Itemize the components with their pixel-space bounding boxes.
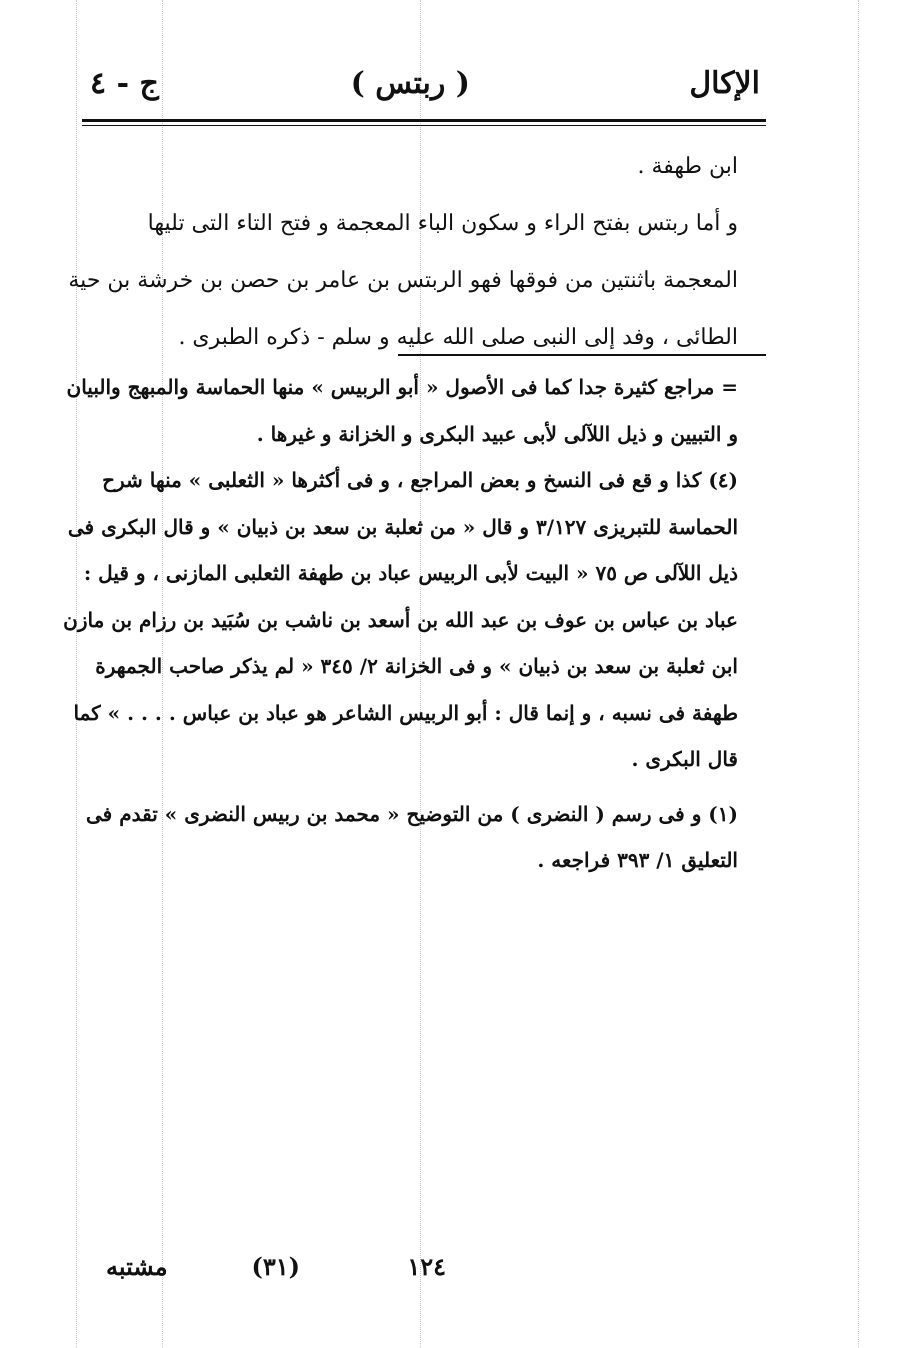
running-header [80,64,760,108]
footnote-line: عباد بن عباس بن عوف بن عبد الله بن أسعد بن ناشب بن سُبَيد بن رزام بن مازن [63,607,738,632]
main-text [68,138,738,366]
main-text-line: المعجمة باثنتين من فوقها فهو الربتس بن عامر بن حصن بن خرشة بن حية [68,268,738,293]
footnote-line: طهفة فى نسبه ، و إنما قال : أبو الربيس الشاعر هو عباد بن عباس . . . . » كما [73,700,738,725]
entry-heading: ( ربتس ) [350,66,470,101]
page-footer [100,1252,460,1292]
main-text-line: و أما ربتس بفتح الراء و سكون الباء المعجمة و فتح التاء التى تليها [147,211,738,236]
book-title: الإكال [689,66,760,101]
footnote-line: و التبيين و ذيل اللآلى لأبى عبيد البكرى و الخزانة و غيرها . [256,421,738,446]
footnote-line: ابن ثعلبة بن سعد بن ذبيان » و فى الخزانة ٢/ ٣٤٥ « لم يذكر صاحب الجمهرة [95,654,738,678]
main-text-line: الطائى ، وفد إلى النبى صلى الله عليه و سلم - ذكره الطبرى . [178,325,738,350]
catchword: مشتبه [106,1252,168,1281]
footnote-line: (١) و فى رسم ( النضرى ) من التوضيح « محمد بن ربيس النضرى » تقدم فى [86,801,738,826]
header-rule-thick [82,119,766,122]
footnote-line: التعليق ١/ ٣٩٣ فراجعه . [537,848,738,872]
footnote-separator [398,354,766,356]
part-number: ج - ٤ [90,66,159,101]
page-number: ١٢٤ [407,1252,446,1281]
footnote-line: (٤) كذا و قع فى النسخ و بعض المراجع ، و فى أكثرها « الثعلبى » منها شرح [102,468,738,492]
scan-guide [858,0,859,1348]
signature-mark: (٣١) [251,1252,300,1281]
footnote-line: قال البكرى . [631,747,738,771]
header-rule-thin [82,125,766,126]
footnote-line: ذيل اللآلى ص ٧٥ « البيت لأبى الربيس عباد بن طهفة الثعلبى المازنى ، و قيل : [83,561,738,585]
footnotes [63,364,738,884]
main-text-line: ابن طهفة . [637,154,738,179]
scan-guide [76,0,77,1348]
footnote-line: = مراجع كثيرة جدا كما فى الأصول « أبو الربيس » منها الحماسة والمبهج والبيان [66,375,738,399]
footnote-gap [88,783,738,791]
footnote-line: الحماسة للتبريزى ٣/١٢٧ و قال « من ثعلبة بن سعد بن ذبيان » و قال البكرى فى [67,514,738,539]
